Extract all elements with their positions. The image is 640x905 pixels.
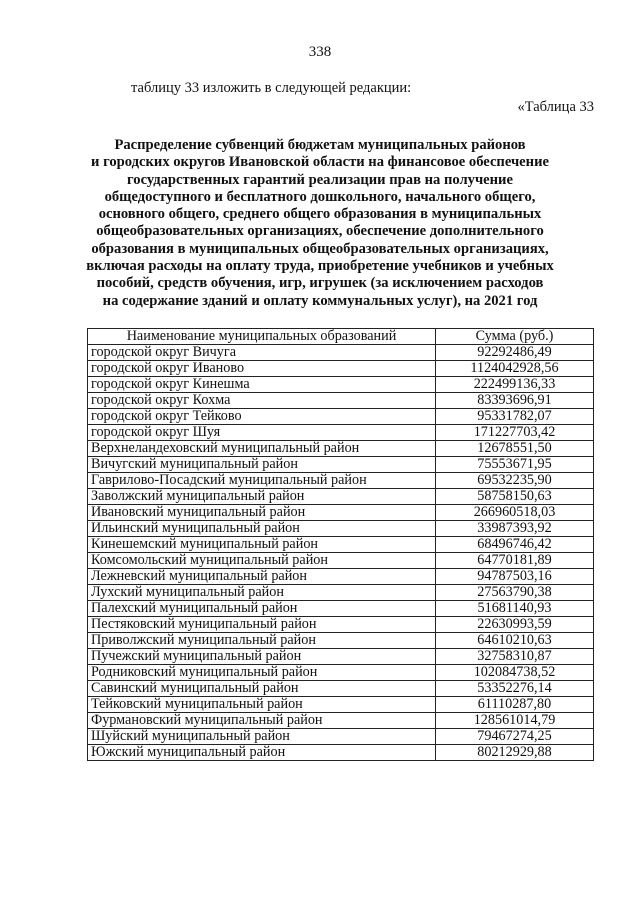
amount-value: 69532235,90	[436, 473, 594, 489]
table-row	[88, 569, 594, 585]
title-line: образования в муниципальных общеобразовательных организациях,	[91, 240, 549, 257]
table-row	[88, 713, 594, 729]
table-row	[88, 553, 594, 569]
amount-value: 222499136,33	[436, 377, 594, 393]
table-row	[88, 473, 594, 489]
amount-value: 171227703,42	[436, 425, 594, 441]
page-number: 338	[308, 44, 332, 60]
amount-value: 94787503,16	[436, 569, 594, 585]
municipality-name: городской округ Вичуга	[88, 345, 436, 361]
municipality-name: Лежневский муниципальный район	[88, 569, 436, 585]
amount-value: 92292486,49	[436, 345, 594, 361]
municipality-name: Вичугский муниципальный район	[88, 457, 436, 473]
title-line: и городских округов Ивановской области на финансовое обеспечение	[91, 154, 549, 171]
municipality-name: Комсомольский муниципальный район	[88, 553, 436, 569]
table-row	[88, 697, 594, 713]
title-line: государственных гарантий реализации прав на получение	[127, 171, 513, 188]
title-line: пособий, средств обучения, игр, игрушек (за исключением расходов	[96, 275, 544, 292]
amount-value: 64770181,89	[436, 553, 594, 569]
amount-value: 61110287,80	[436, 697, 594, 713]
municipality-name: Тейковский муниципальный район	[88, 697, 436, 713]
amount-value: 75553671,95	[436, 457, 594, 473]
municipality-name: Пестяковский муниципальный район	[88, 617, 436, 633]
table-row	[88, 345, 594, 361]
amount-value: 95331782,07	[436, 409, 594, 425]
table-row	[88, 617, 594, 633]
table-row	[88, 745, 594, 761]
table-body	[88, 345, 594, 761]
amount-value: 22630993,59	[436, 617, 594, 633]
table-row	[88, 585, 594, 601]
table-row	[88, 681, 594, 697]
table-row	[88, 633, 594, 649]
municipality-name: городской округ Шуя	[88, 425, 436, 441]
title-line: Распределение субвенций бюджетам муниципальных районов	[114, 137, 526, 153]
table-row	[88, 729, 594, 745]
amount-value: 12678551,50	[436, 441, 594, 457]
table-header-row	[88, 329, 594, 345]
header-municipality: Наименование муниципальных образований	[88, 329, 436, 345]
municipality-name: Ивановский муниципальный район	[88, 505, 436, 521]
table-row	[88, 409, 594, 425]
amount-value: 80212929,88	[436, 745, 594, 761]
municipality-name: Кинешемский муниципальный район	[88, 537, 436, 553]
municipality-name: Гаврилово-Посадский муниципальный район	[88, 473, 436, 489]
amount-value: 68496746,42	[436, 537, 594, 553]
table-row	[88, 537, 594, 553]
municipality-name: городской округ Кохма	[88, 393, 436, 409]
amount-value: 51681140,93	[436, 601, 594, 617]
table-row	[88, 521, 594, 537]
municipality-name: городской округ Тейково	[88, 409, 436, 425]
table-row	[88, 665, 594, 681]
amount-value: 33987393,92	[436, 521, 594, 537]
header-amount: Сумма (руб.)	[436, 329, 594, 345]
table-row	[88, 425, 594, 441]
amount-value: 53352276,14	[436, 681, 594, 697]
table-row	[88, 361, 594, 377]
municipality-name: Савинский муниципальный район	[88, 681, 436, 697]
amount-value: 128561014,79	[436, 713, 594, 729]
table-row	[88, 505, 594, 521]
subvention-table	[87, 328, 594, 761]
municipality-name: Фурмановский муниципальный район	[88, 713, 436, 729]
municipality-name: Родниковский муниципальный район	[88, 665, 436, 681]
title-line: общеобразовательных организациях, обеспечение дополнительного	[96, 223, 544, 240]
title-line: общедоступного и бесплатного дошкольного, начального общего,	[104, 188, 536, 205]
municipality-name: городской округ Кинешма	[88, 377, 436, 393]
amount-value: 27563790,38	[436, 585, 594, 601]
municipality-name: Южский муниципальный район	[88, 745, 436, 761]
amount-value: 83393696,91	[436, 393, 594, 409]
table-row	[88, 489, 594, 505]
title-line: на содержание зданий и оплату коммунальных услуг), на 2021 год	[102, 292, 538, 309]
document-title	[60, 137, 580, 310]
amount-value: 266960518,03	[436, 505, 594, 521]
amount-value: 64610210,63	[436, 633, 594, 649]
amount-value: 102084738,52	[436, 665, 594, 681]
municipality-name: Приволжский муниципальный район	[88, 633, 436, 649]
municipality-name: городской округ Иваново	[88, 361, 436, 377]
table-row	[88, 601, 594, 617]
title-line: основного общего, среднего общего образования в муниципальных	[98, 206, 542, 223]
municipality-name: Пучежский муниципальный район	[88, 649, 436, 665]
amount-value: 1124042928,56	[436, 361, 594, 377]
intro-text: таблицу 33 изложить в следующей редакции:	[131, 80, 412, 96]
municipality-name: Палехский муниципальный район	[88, 601, 436, 617]
amount-value: 32758310,87	[436, 649, 594, 665]
municipality-name: Заволжский муниципальный район	[88, 489, 436, 505]
amount-value: 58758150,63	[436, 489, 594, 505]
table-row	[88, 441, 594, 457]
title-line: включая расходы на оплату труда, приобретение учебников и учебных	[86, 258, 554, 275]
municipality-name: Шуйский муниципальный район	[88, 729, 436, 745]
municipality-name: Лухский муниципальный район	[88, 585, 436, 601]
amount-value: 79467274,25	[436, 729, 594, 745]
municipality-name: Ильинский муниципальный район	[88, 521, 436, 537]
table-label: «Таблица 33	[517, 99, 594, 115]
table-row	[88, 457, 594, 473]
table-row	[88, 393, 594, 409]
municipality-name: Верхнеландеховский муниципальный район	[88, 441, 436, 457]
table-row	[88, 649, 594, 665]
table-row	[88, 377, 594, 393]
